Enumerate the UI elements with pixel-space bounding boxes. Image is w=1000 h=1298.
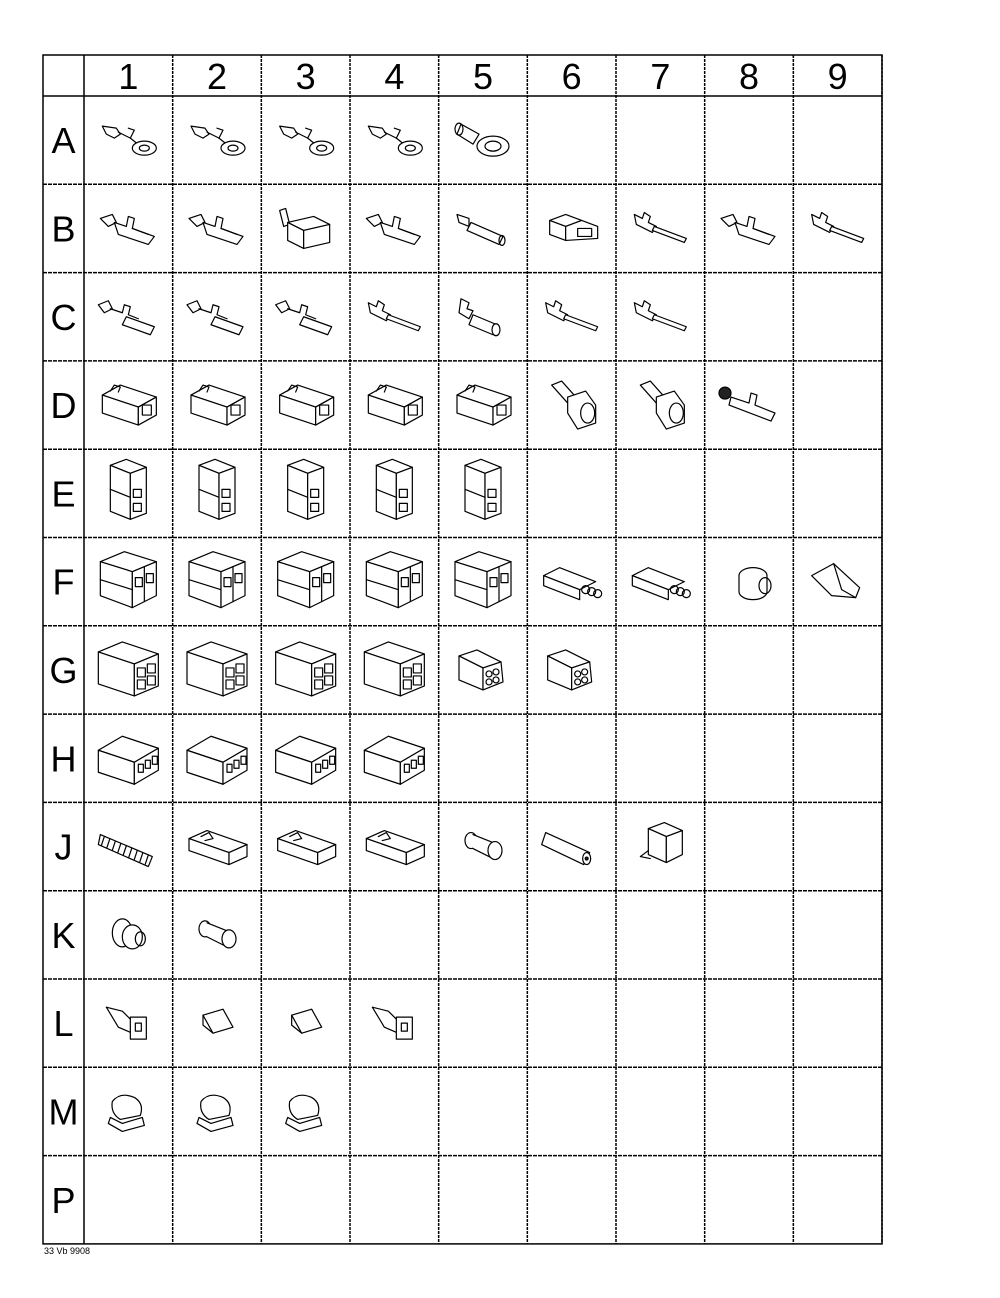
connector-m2-clamp-icon [197,1095,233,1131]
connector-d7-sealed-connector-icon [640,381,684,429]
connector-h2-multi-pin-connector-icon [187,736,247,784]
row-header-j: J [54,826,73,868]
column-header-2: 2 [206,56,228,97]
connector-f5-connector-3-pin-icon [455,552,511,608]
connector-d2-connector-1-pin-icon [191,385,245,425]
connector-a4-ring-terminal-icon [368,126,422,155]
figure-reference-code: 33 Vb 9908 [44,1246,91,1256]
connector-c1-blade-terminal-icon [98,301,154,335]
row-header-h: H [50,738,77,780]
connector-b5-butt-terminal-icon [457,214,505,245]
connector-j1-corrugated-sleeve-icon [98,835,152,867]
connector-f2-connector-3-pin-icon [189,552,245,608]
connector-d1-connector-1-pin-icon [102,385,156,425]
connector-g5-sealed-4-pin-icon [459,650,503,690]
connector-f8-cap-connector-icon [739,568,771,600]
connector-h1-multi-pin-connector-icon [98,736,158,784]
connector-e1-connector-2-pin-icon [110,459,146,519]
column-header-7: 7 [650,56,671,97]
connector-l4-bracket-connector-icon [372,1007,412,1039]
connector-b2-spade-terminal-icon [189,214,243,244]
connector-f4-connector-3-pin-icon [366,552,422,608]
connector-c4-pin-terminal-icon [368,301,420,331]
column-header-1: 1 [118,56,139,97]
connector-j5-bulb-socket-icon [465,833,502,860]
connector-b8-spade-terminal-icon [721,214,775,244]
connector-e4-connector-2-pin-icon [376,459,412,519]
connector-g2-connector-4-pin-icon [187,642,247,696]
connector-b7-pin-terminal-icon [634,212,686,242]
connector-l2-clip-icon [203,1009,233,1033]
connector-e2-connector-2-pin-icon [199,459,235,519]
connector-c7-pin-terminal-icon [634,301,686,331]
connector-g4-connector-4-pin-icon [364,642,424,696]
connector-j6-cylinder-sleeve-icon [542,833,591,865]
connector-d8-terminal-with-seal-icon [719,387,775,421]
connector-b9-pin-terminal-icon [812,212,864,242]
connector-e5-connector-2-pin-icon [465,459,501,519]
connector-f3-connector-3-pin-icon [278,552,334,608]
connector-b3-terminal-housing-icon [280,208,330,248]
connector-j7-relay-icon [640,823,682,863]
connector-l1-bracket-connector-icon [106,1007,146,1039]
row-header-d: D [50,385,77,427]
connector-g3-connector-4-pin-icon [276,642,336,696]
connector-a5-ring-terminal-insulated-icon [455,123,509,156]
connector-h4-multi-pin-connector-icon [364,736,424,784]
connector-l3-clip-icon [292,1009,322,1033]
connector-m3-clamp-icon [286,1095,322,1131]
row-header-g: G [49,649,78,691]
connector-c6-pin-terminal-icon [546,301,598,331]
connector-f6-sealed-3-pin-icon [544,568,602,600]
connector-b4-spade-terminal-icon [366,214,420,244]
row-header-e: E [51,473,76,515]
row-header-m: M [48,1091,79,1133]
connector-f7-sealed-3-pin-icon [632,568,690,600]
column-header-9: 9 [827,56,848,97]
connector-d4-connector-1-pin-icon [368,385,422,425]
connector-k1-grommet-icon [112,919,145,949]
connector-j4-fuse-holder-icon [366,831,424,865]
connector-f9-boot-cover-icon [812,564,860,598]
connector-h3-multi-pin-connector-icon [276,736,336,784]
connector-a2-ring-terminal-icon [191,126,245,155]
connector-c3-blade-terminal-icon [276,301,332,335]
connector-f1-connector-3-pin-icon [100,552,156,608]
column-header-3: 3 [295,56,316,97]
connector-a3-ring-terminal-icon [280,126,334,155]
connector-b6-elbow-housing-icon [550,214,598,240]
connector-b1-spade-terminal-icon [100,214,154,244]
column-header-8: 8 [738,56,760,97]
row-header-b: B [51,208,76,250]
column-header-4: 4 [384,56,405,97]
connector-c5-bullet-terminal-icon [459,299,500,336]
connector-d5-connector-1-pin-icon [457,385,511,425]
row-header-l: L [53,1003,74,1045]
connector-e3-connector-2-pin-icon [288,459,324,519]
row-header-a: A [51,120,76,162]
connector-c2-blade-terminal-icon [187,301,243,335]
connector-g6-sealed-4-pin-icon [548,650,592,690]
row-header-c: C [50,296,77,338]
row-header-f: F [52,561,75,603]
connector-m1-clamp-icon [108,1095,144,1131]
connector-d6-sealed-connector-icon [552,381,596,429]
column-header-5: 5 [472,56,494,97]
connector-a1-ring-terminal-icon [102,126,156,155]
connector-j2-fuse-holder-icon [189,831,247,865]
connector-g1-connector-4-pin-icon [98,642,158,696]
row-header-k: K [51,914,76,956]
row-header-p: P [51,1179,76,1221]
connector-j3-fuse-holder-icon [278,831,336,865]
column-header-6: 6 [561,56,582,97]
connector-d3-connector-1-pin-icon [280,385,334,425]
connector-k2-bulb-socket-icon [199,921,236,948]
